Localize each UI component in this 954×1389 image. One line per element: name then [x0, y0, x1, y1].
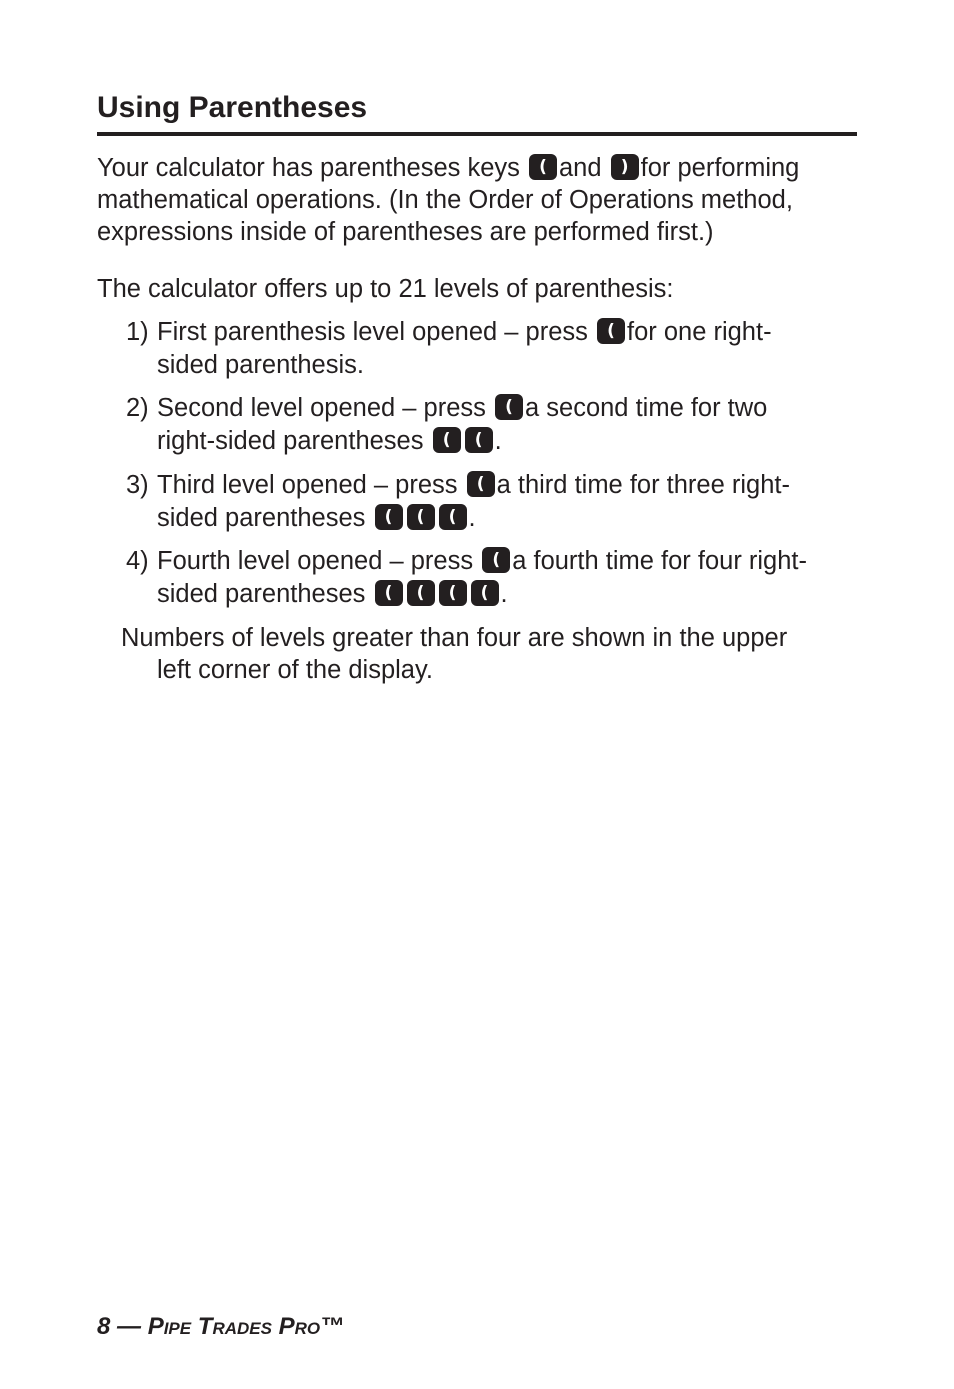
open-paren-key-icon: [375, 504, 403, 530]
item-text-after: a third time for three right-: [496, 471, 790, 499]
item-end: .: [500, 580, 508, 608]
footer-dash: —: [117, 1313, 142, 1340]
item-text: Second level opened – press: [157, 394, 486, 422]
key-glyph: (: [416, 507, 425, 527]
key-glyph: (: [448, 583, 457, 603]
open-paren-key-icon: [482, 547, 510, 573]
open-paren-key-icon: [375, 580, 403, 606]
open-paren-key-icon: [471, 580, 499, 606]
footer-product-name: Pipe Trades Pro™: [147, 1313, 345, 1340]
key-glyph: (: [384, 583, 393, 603]
open-paren-key-icon: [597, 318, 625, 344]
open-paren-key-icon: [433, 427, 461, 453]
key-glyph: ): [620, 157, 629, 177]
key-glyph: (: [476, 474, 485, 494]
item-continuation: [126, 502, 861, 535]
item-text-after: a second time for two: [525, 394, 768, 422]
open-paren-key-icon: [465, 427, 493, 453]
intro-text-1: Your calculator has parentheses keys: [97, 154, 520, 182]
item-cont-text: right-sided parentheses: [157, 427, 424, 455]
open-paren-key-icon: [439, 580, 467, 606]
open-paren-key-icon: [439, 504, 467, 530]
open-paren-key-icon: [529, 154, 557, 180]
key-glyph: (: [480, 583, 489, 603]
item-cont-text: sided parenthesis.: [157, 351, 364, 379]
key-glyph: (: [607, 321, 615, 341]
item-cont-text: sided parentheses: [157, 580, 366, 608]
key-glyph: (: [416, 583, 425, 603]
page-number: 8: [97, 1313, 111, 1340]
note-line-2: left corner of the display.: [157, 656, 433, 684]
item-end: .: [468, 504, 476, 532]
intro-paragraph: [97, 152, 857, 248]
page-footer: [97, 1310, 344, 1344]
item-text: Fourth level opened – press: [157, 547, 474, 575]
list-item: [126, 392, 861, 458]
item-continuation: [126, 349, 861, 382]
open-paren-key-icon: [467, 471, 495, 497]
item-text: First parenthesis level opened – press: [157, 318, 588, 346]
list-item: [126, 316, 861, 382]
list-item: [126, 469, 861, 535]
key-glyph: (: [492, 550, 501, 570]
item-number: 1): [126, 318, 149, 346]
key-glyph: (: [442, 430, 451, 450]
item-number: 3): [126, 471, 149, 499]
item-text: Third level opened – press: [157, 471, 458, 499]
item-text-after: a fourth time for four right-: [512, 547, 808, 575]
list-item: [126, 545, 861, 611]
key-glyph: (: [539, 157, 547, 177]
item-cont-text: sided parentheses: [157, 504, 366, 532]
levels-intro: The calculator offers up to 21 levels of parenthesis:: [97, 275, 674, 303]
page-title: Using Parentheses: [97, 88, 857, 136]
item-number: 4): [126, 547, 149, 575]
intro-line-3: expressions inside of parentheses are performed first.): [97, 218, 714, 246]
intro-text-2: and: [559, 154, 602, 182]
open-paren-key-icon: [495, 394, 523, 420]
levels-note: [121, 622, 856, 686]
item-continuation: [126, 578, 861, 611]
open-paren-key-icon: [407, 504, 435, 530]
key-glyph: (: [474, 430, 483, 450]
note-line-1: Numbers of levels greater than four are shown in the upper: [121, 624, 788, 652]
close-paren-key-icon: [611, 154, 639, 180]
open-paren-key-icon: [407, 580, 435, 606]
key-glyph: (: [448, 507, 457, 527]
item-number: 2): [126, 394, 149, 422]
intro-text-3: for performing: [640, 154, 800, 182]
key-glyph: (: [505, 397, 513, 417]
item-text-after: for one right-: [627, 318, 772, 346]
intro-line-2: mathematical operations. (In the Order of Operations method,: [97, 186, 793, 214]
key-glyph: (: [384, 507, 393, 527]
item-end: .: [494, 427, 502, 455]
item-continuation: [126, 425, 861, 458]
